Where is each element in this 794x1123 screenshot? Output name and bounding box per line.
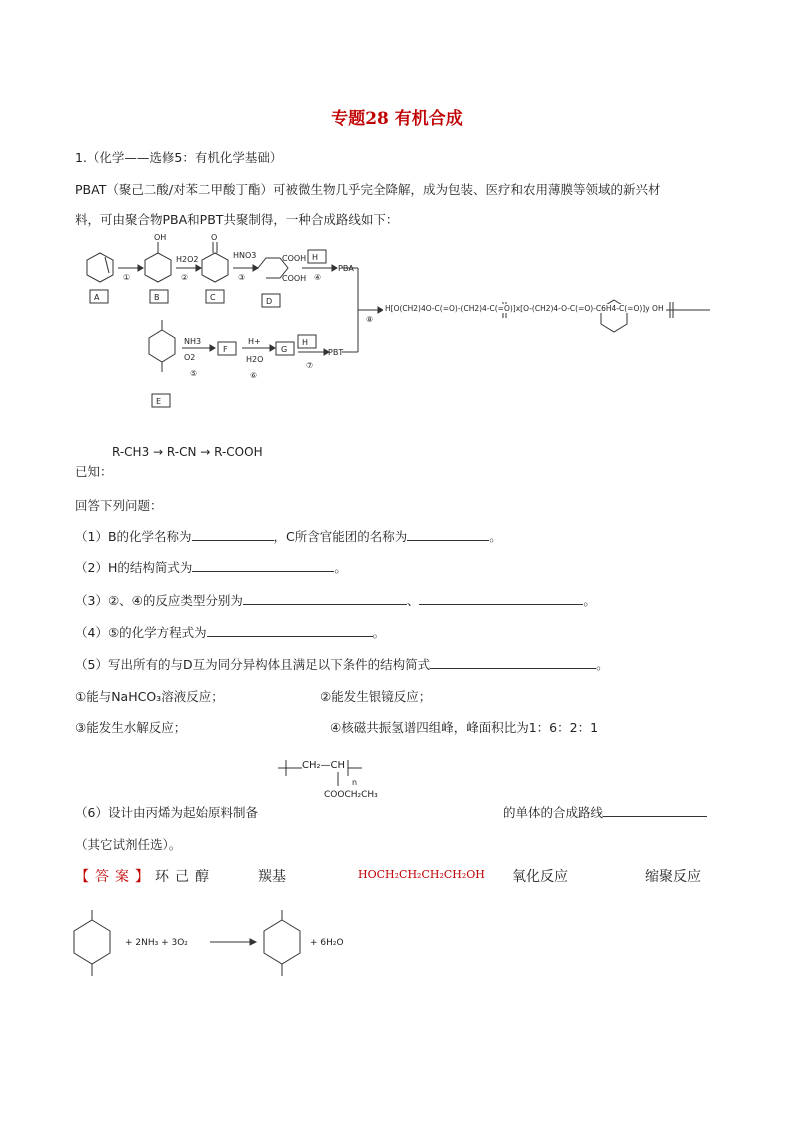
p-xylene-ring [149, 330, 175, 362]
step-5: ⑤ [190, 369, 198, 378]
step-8: ⑧ [366, 315, 374, 324]
answer-blank-1a[interactable] [192, 528, 274, 541]
reagent-nh3: NH3 [184, 337, 202, 346]
reagent-o2: O2 [184, 353, 196, 362]
polymer-chain: CH₂—CH [302, 760, 346, 771]
group-cooh-2: COOH [282, 274, 307, 283]
box-H-top: H [312, 253, 319, 262]
step-4: ④ [314, 273, 322, 282]
answer-blank-5[interactable] [430, 656, 596, 669]
product-pba: PBA [338, 264, 354, 273]
page-title: 专题28 有机合成 [331, 109, 463, 129]
answer-blank-1b[interactable] [407, 528, 489, 541]
equation-products: + 6H₂O [310, 938, 344, 948]
product-pbt: PBT [328, 348, 344, 357]
equation-reactants: + 2NH₃ + 3O₂ [125, 938, 188, 948]
reagent-h2o2: H2O2 [176, 255, 199, 264]
answer-blank-2[interactable] [192, 559, 334, 572]
question-6-b: 的单体的合成路线 [503, 803, 707, 821]
answer-2: 羰基 [258, 869, 286, 885]
answer-5: 缩聚反应 [645, 869, 701, 885]
answer-4: 氧化反应 [512, 869, 568, 885]
box-B: B [154, 293, 160, 302]
box-D: D [266, 297, 273, 306]
cyclohexene-ring [87, 253, 113, 282]
group-oh: OH [154, 233, 167, 242]
synthesis-scheme [70, 230, 730, 470]
reagent-h-plus: H+ [248, 337, 261, 346]
question-6-c: （其它试剂任选）。 [75, 837, 182, 852]
answer-blank-3a[interactable] [243, 592, 407, 605]
cyclohexanone-ring [202, 253, 228, 282]
question-3: （3）②、④的反应类型分别为 、 。 [75, 593, 596, 608]
step-7: ⑦ [306, 361, 314, 370]
answer-1: 环己醇 [155, 869, 215, 885]
answer-prompt: 回答下列问题： [75, 498, 163, 513]
condition-2: ②能发生银镜反应； [320, 689, 432, 704]
box-F: F [223, 345, 228, 354]
known-reaction: R-CH3 → R-CN → R-COOH [112, 445, 263, 459]
intro-line-2: 料，可由聚合物PBA和PBT共聚制得，一种合成路线如下： [75, 212, 399, 227]
answer-blank-4[interactable] [207, 624, 373, 637]
polymer-substituent: COOCH₂CH₃ [324, 790, 378, 800]
condition-1: ①能与NaHCO₃溶液反应； [75, 689, 224, 704]
question-5: （5）写出所有的与D互为同分异构体且满足以下条件的结构简式 。 [75, 657, 609, 672]
question-1: （1）B的化学名称为 ，C所含官能团的名称为 。 [75, 529, 502, 544]
answer-blank-3b[interactable] [419, 592, 583, 605]
condition-3: ③能发生水解反应； [75, 720, 187, 735]
question-4: （4）⑤的化学方程式为 。 [75, 625, 386, 640]
cyclohexanol-ring [145, 253, 171, 282]
step-3: ③ [238, 273, 246, 282]
step-6: ⑥ [250, 371, 258, 380]
step-2: ② [181, 273, 189, 282]
group-o: O [211, 233, 218, 242]
pbat-polymer-formula: H[O(CH2)4O-C(=O)-(CH2)4-C(=O)]x[O-(CH2)4-O-C(=O)-C6H4-C(=O)]y OH [385, 304, 664, 313]
polymer-n: n [352, 778, 358, 787]
known-label: 已知： [75, 464, 113, 479]
box-H-bottom: H [302, 338, 309, 347]
group-cooh-1: COOH [282, 254, 307, 263]
box-G: G [281, 345, 288, 354]
answer-label: 【答案】环己醇 [75, 869, 215, 885]
question-header: 1.（化学——选修5：有机化学基础） [75, 150, 283, 165]
answer-blank-6[interactable] [603, 804, 707, 817]
box-E: E [156, 397, 162, 406]
step-1: ① [123, 273, 131, 282]
question-2: （2）H的结构简式为 。 [75, 560, 347, 575]
reagent-hno3: HNO3 [233, 251, 257, 260]
intro-line-1: PBAT（聚己二酸/对苯二甲酸丁酯）可被微生物几乎完全降解，成为包装、医疗和农用薄膜等领域的新兴材 [75, 182, 661, 197]
answer-3: HOCH₂CH₂CH₂CH₂OH [358, 868, 485, 881]
question-6-a: （6）设计由丙烯为起始原料制备 [75, 805, 258, 820]
condition-4: ④核磁共振氢谱四组峰，峰面积比为1：6：2：1 [330, 720, 599, 735]
box-A: A [94, 293, 100, 302]
box-C: C [210, 293, 216, 302]
reagent-h2o: H2O [246, 355, 264, 364]
